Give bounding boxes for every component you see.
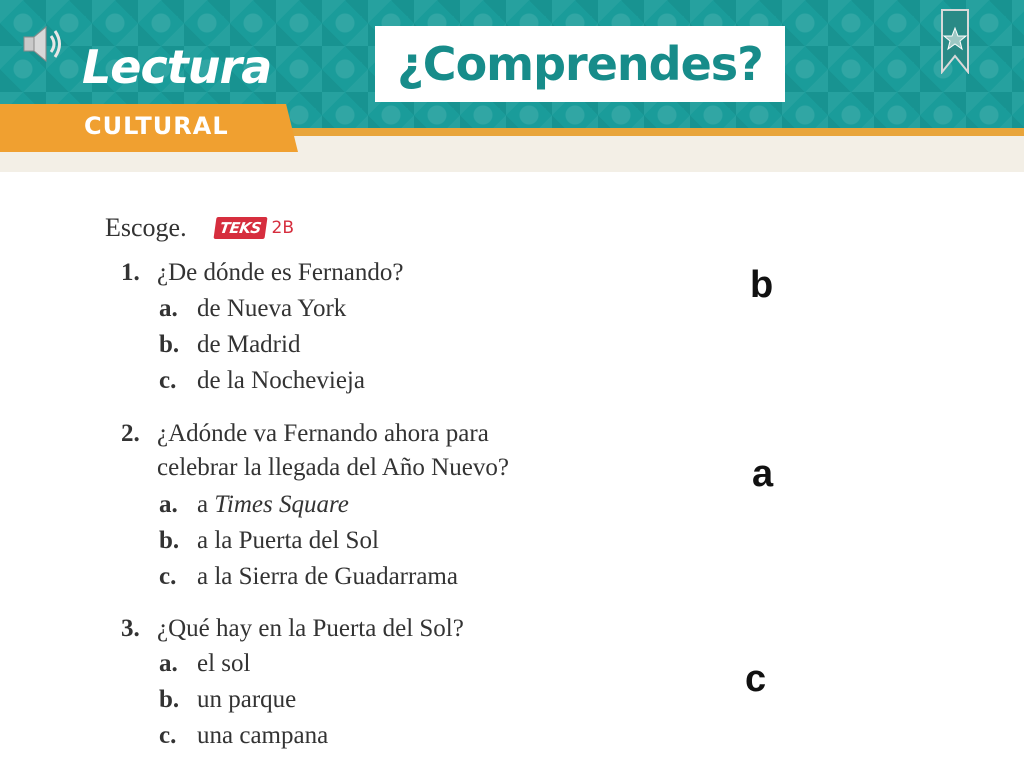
question-2 bbox=[121, 421, 489, 446]
section-subtitle-cultural: CULTURAL bbox=[84, 112, 229, 140]
q1-option-b[interactable]: b. de Madrid bbox=[159, 331, 301, 358]
q3-option-b[interactable]: b. un parque bbox=[159, 686, 297, 713]
instruction-text: Escoge. bbox=[105, 213, 187, 242]
q1-option-a[interactable]: a. de Nueva York bbox=[159, 295, 347, 322]
question-2-line-2: celebrar la llegada del Año Nuevo? bbox=[157, 454, 509, 481]
q2-option-a[interactable]: a. a Times Square bbox=[159, 491, 349, 518]
question-1 bbox=[121, 260, 403, 285]
q3-answer: c bbox=[745, 658, 767, 700]
section-title-lectura: Lectura bbox=[82, 40, 272, 94]
comprendes-title: ¿Comprendes? bbox=[397, 37, 763, 91]
q2-option-c[interactable]: c. a la Sierra de Guadarrama bbox=[159, 563, 458, 590]
question-text: ¿De dónde es Fernando? bbox=[157, 259, 404, 286]
question-text: ¿Qué hay en la Puerta del Sol? bbox=[157, 615, 464, 642]
q3-option-a[interactable]: a. el sol bbox=[159, 650, 251, 677]
teks-code: 2B bbox=[271, 218, 294, 238]
q2-option-b[interactable]: b. a la Puerta del Sol bbox=[159, 527, 379, 554]
question-text: ¿Adónde va Fernando ahora para bbox=[157, 420, 489, 447]
question-number: 3. bbox=[121, 615, 140, 642]
q2-answer: a bbox=[752, 453, 774, 495]
instruction-row bbox=[105, 213, 294, 243]
q1-option-c[interactable]: c. de la Nochevieja bbox=[159, 367, 365, 394]
speaker-icon[interactable] bbox=[20, 22, 66, 66]
comprendes-title-box bbox=[375, 26, 785, 102]
lectura-cultural-banner bbox=[0, 0, 1024, 172]
teks-badge: TEKS bbox=[213, 217, 267, 239]
question-3 bbox=[121, 616, 464, 641]
question-number: 1. bbox=[121, 259, 140, 286]
q1-answer: b bbox=[750, 264, 774, 306]
q3-option-c[interactable]: c. una campana bbox=[159, 722, 329, 749]
question-number: 2. bbox=[121, 420, 140, 447]
bookmark-star-icon[interactable] bbox=[940, 8, 970, 74]
